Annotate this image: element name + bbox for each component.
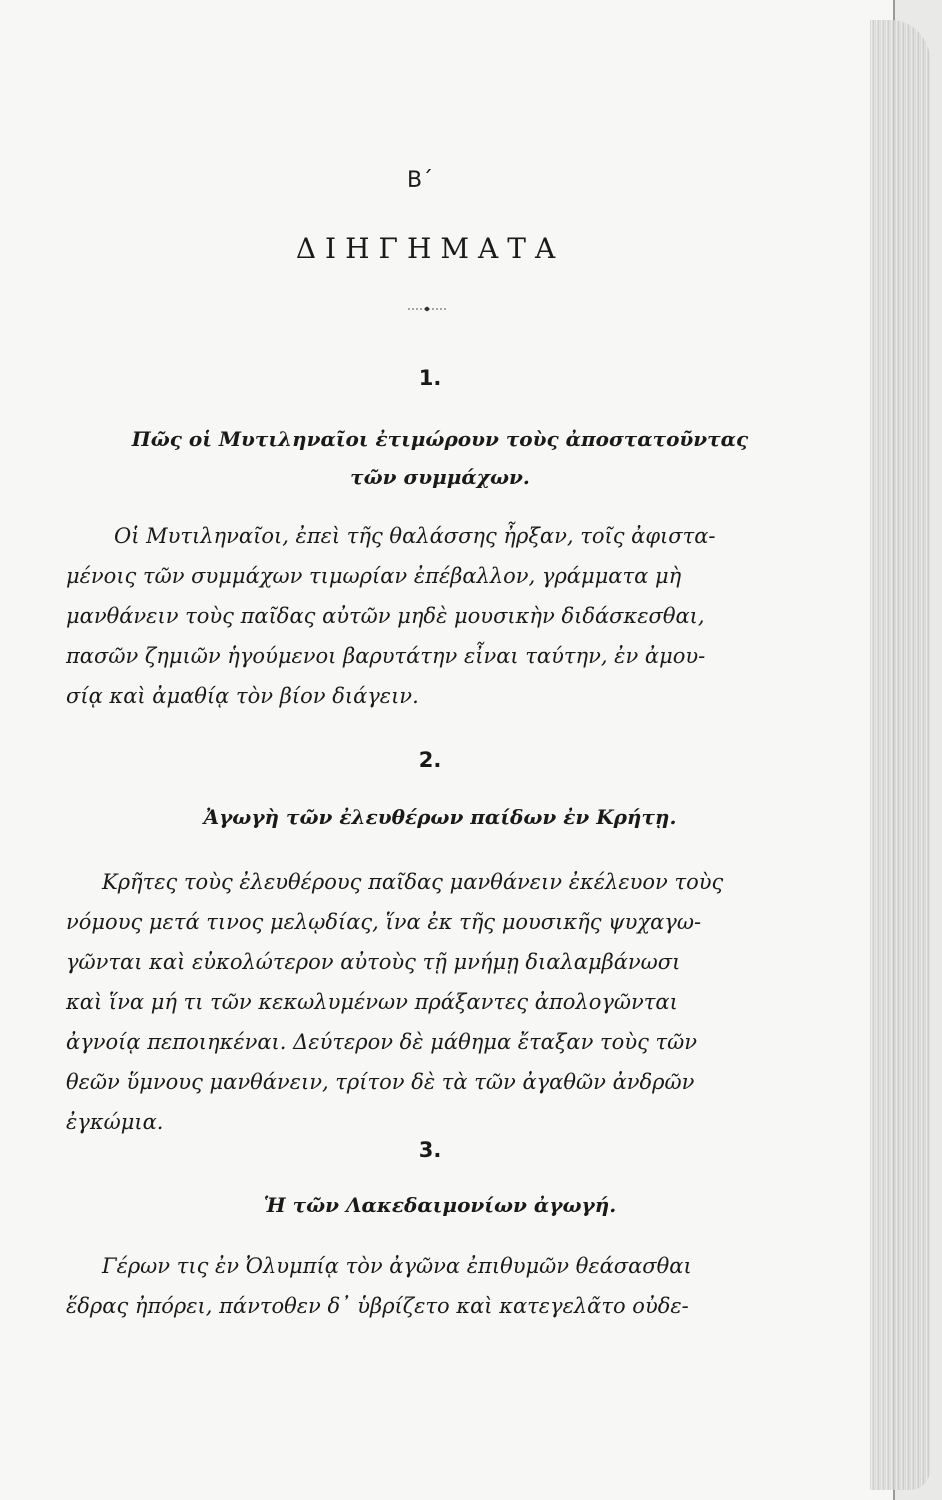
story-body-3-line-2: ἕδρας ἠπόρει, πάντοθεν δ᾽ ὑβρίζετο καὶ κατεγελᾶτο οὐδε- (66, 1294, 689, 1318)
story-number-2: 2. (418, 748, 442, 772)
story-body-1-line-4: πασῶν ζημιῶν ἡγούμενοι βαρυτάτην εἶναι ταύτην, ἐν ἀμου- (66, 644, 706, 668)
story-body-3 (66, 1246, 801, 1326)
story-title-1-line-1: Πῶς οἱ Μυτιληναῖοι ἐτιμώρουν τοὺς ἀποστατοῦντας (131, 427, 749, 451)
story-body-3-line-1: Γέρων τις ἐν Ὀλυμπίᾳ τὸν ἀγῶνα ἐπιθυμῶν θεάσασθαι (102, 1254, 692, 1278)
story-title-2-line-1: Ἀγωγὴ τῶν ἐλευθέρων παίδων ἐν Κρήτῃ. (203, 805, 677, 829)
story-title-3 (90, 1186, 790, 1224)
story-title-1 (90, 420, 790, 496)
story-body-1-line-1: Οἱ Μυτιληναῖοι, ἐπεὶ τῆς θαλάσσης ἦρξαν, τοῖς ἀφιστα- (114, 524, 716, 548)
story-body-2 (66, 862, 801, 1142)
story-title-2 (90, 798, 790, 836)
story-title-3-line-1: Ἡ τῶν Λακεδαιμονίων ἀγωγή. (263, 1193, 617, 1217)
page-edge-decoration (870, 20, 930, 1490)
section-mark: Β΄ (406, 168, 434, 193)
story-body-2-line-1: Κρῆτες τοὺς ἐλευθέρους παῖδας μανθάνειν ἐκέλευον τοὺς (102, 870, 724, 894)
story-body-1-line-5: σίᾳ καὶ ἀμαθίᾳ τὸν βίον διάγειν. (66, 684, 419, 708)
story-body-2-line-6: θεῶν ὕμνους μανθάνειν, τρίτον δὲ τὰ τῶν ἀγαθῶν ἀνδρῶν (66, 1070, 695, 1094)
story-body-1 (66, 516, 801, 716)
section-title: ΔΙΗΓΗΜΑΤΑ (295, 232, 565, 265)
story-body-2-line-5: ἀγνοίᾳ πεποιηκέναι. Δεύτερον δὲ μάθημα ἔταξαν τοὺς τῶν (66, 1030, 698, 1054)
story-body-2-line-2: νόμους μετά τινος μελῳδίας, ἵνα ἐκ τῆς μουσικῆς ψυχαγω- (66, 910, 702, 934)
story-number-3: 3. (418, 1138, 442, 1162)
story-body-2-line-3: γῶνται καὶ εὐκολώτερον αὐτοὺς τῇ μνήμῃ διαλαμβάνωσι (66, 950, 681, 974)
story-title-1-line-2: τῶν συμμάχων. (350, 465, 530, 489)
ornament-divider-icon (402, 303, 452, 315)
story-body-1-line-3: μανθάνειν τοὺς παῖδας αὐτῶν μηδὲ μουσικὴν διδάσκεσθαι, (66, 604, 705, 628)
story-body-2-line-4: καὶ ἵνα μή τι τῶν κεκωλυμένων πράξαντες ἀπολογῶνται (66, 990, 678, 1014)
story-body-2-line-7: ἐγκώμια. (66, 1110, 164, 1134)
story-number-1: 1. (418, 366, 442, 390)
story-body-1-line-2: μένοις τῶν συμμάχων τιμωρίαν ἐπέβαλλον, γράμματα μὴ (66, 564, 682, 588)
